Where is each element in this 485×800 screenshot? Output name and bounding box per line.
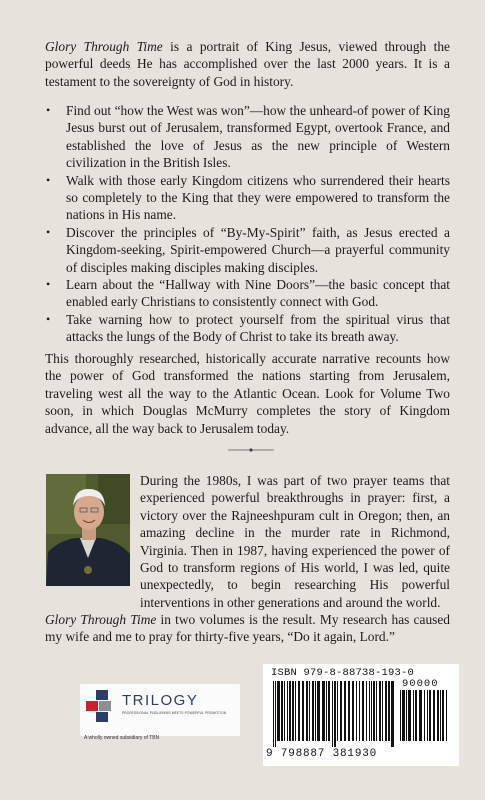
publisher-subsidiary: A wholly owned subsidiary of TBN <box>84 735 160 741</box>
ornament-divider <box>228 448 274 452</box>
publisher-name: TRILOGY <box>122 692 199 709</box>
summary-paragraph: This thoroughly researched, historically accurate narrative recounts how the power of God transformed the nations starting from Jerusalem, traveling west all the way to the Atlantic Ocean. Look for Volume Two soon, in which Douglas McMurry completes the story of Kingdom advance, all the way back to Jerusalem today. <box>45 351 450 436</box>
feature-list <box>45 102 450 346</box>
ean-barcode-bars <box>273 681 395 747</box>
bullet-dot: • <box>46 277 51 292</box>
publisher-logo <box>80 684 240 736</box>
ean-digits: 9 798887 381930 <box>266 748 378 760</box>
trilogy-mark-icon <box>86 690 118 722</box>
isbn-barcode <box>263 664 459 766</box>
author-bio: During the 1980s, I was part of two prayer teams that experienced powerful breakthroughs in prayer: first, a victory over the Rajneeshpuram cult in Oregon; then, an amazing decline in the murder rate in Richmond, Virginia. Then in 1987, having experienced the power of God to transform regions of His world, I was led, quite unexpectedly, to begin researching His powerful interventions in other generations and around the world. <box>140 473 450 610</box>
price-code: 90000 <box>402 678 439 690</box>
isbn-label: ISBN 979-8-88738-193-0 <box>271 667 415 679</box>
intro-paragraph <box>45 38 450 90</box>
list-item: • Learn about the “Hallway with Nine Doors”—the basic concept that enabled early Christians to consistently connect with God. <box>46 277 450 310</box>
price-barcode-bars <box>400 690 450 747</box>
publisher-tagline: PROFESSIONAL PUBLISHING MEETS POWERFUL PROMOTION <box>122 711 227 715</box>
list-item: • Find out “how the West was won”—how the unheard-of power of King Jesus burst out of Jerusalem, transformed Egypt, overtook France, and established the love of Jesus as the new principle of Western civilization in the British Isles. <box>46 103 450 171</box>
bullet-dot: • <box>46 224 51 239</box>
book-title-italic: Glory Through Time <box>45 39 163 54</box>
bullet-dot: • <box>46 311 51 326</box>
author-bio-closing: Glory Through Time in two volumes is the result. My research has caused my wife and me to pray for thirty-five years, “Do it again, Lord.” <box>45 612 450 645</box>
list-item: • Take warning how to protect yourself from the spiritual virus that attacks the lungs of the Body of Christ to take its breath away. <box>46 311 450 345</box>
book-title-italic: Glory Through Time <box>45 612 157 627</box>
bullet-dot: • <box>46 103 51 117</box>
list-item: • Discover the principles of “By-My-Spirit” faith, as Jesus erected a Kingdom-seeking, Spirit-empowered Church—a prayerful community of disciples making disciples making disciples. <box>46 224 450 275</box>
intro-text: is a portrait of King Jesus, viewed through the powerful deeds He has accomplished over the last 2000 years. It is a testament to the sovereignty of God in history. <box>45 39 450 89</box>
bullet-dot: • <box>46 172 51 187</box>
author-photo <box>46 474 130 586</box>
list-item: • Walk with those early Kingdom citizens who surrendered their hearts so completely to the King that they were empowered to transform the nations in His name. <box>46 172 450 223</box>
